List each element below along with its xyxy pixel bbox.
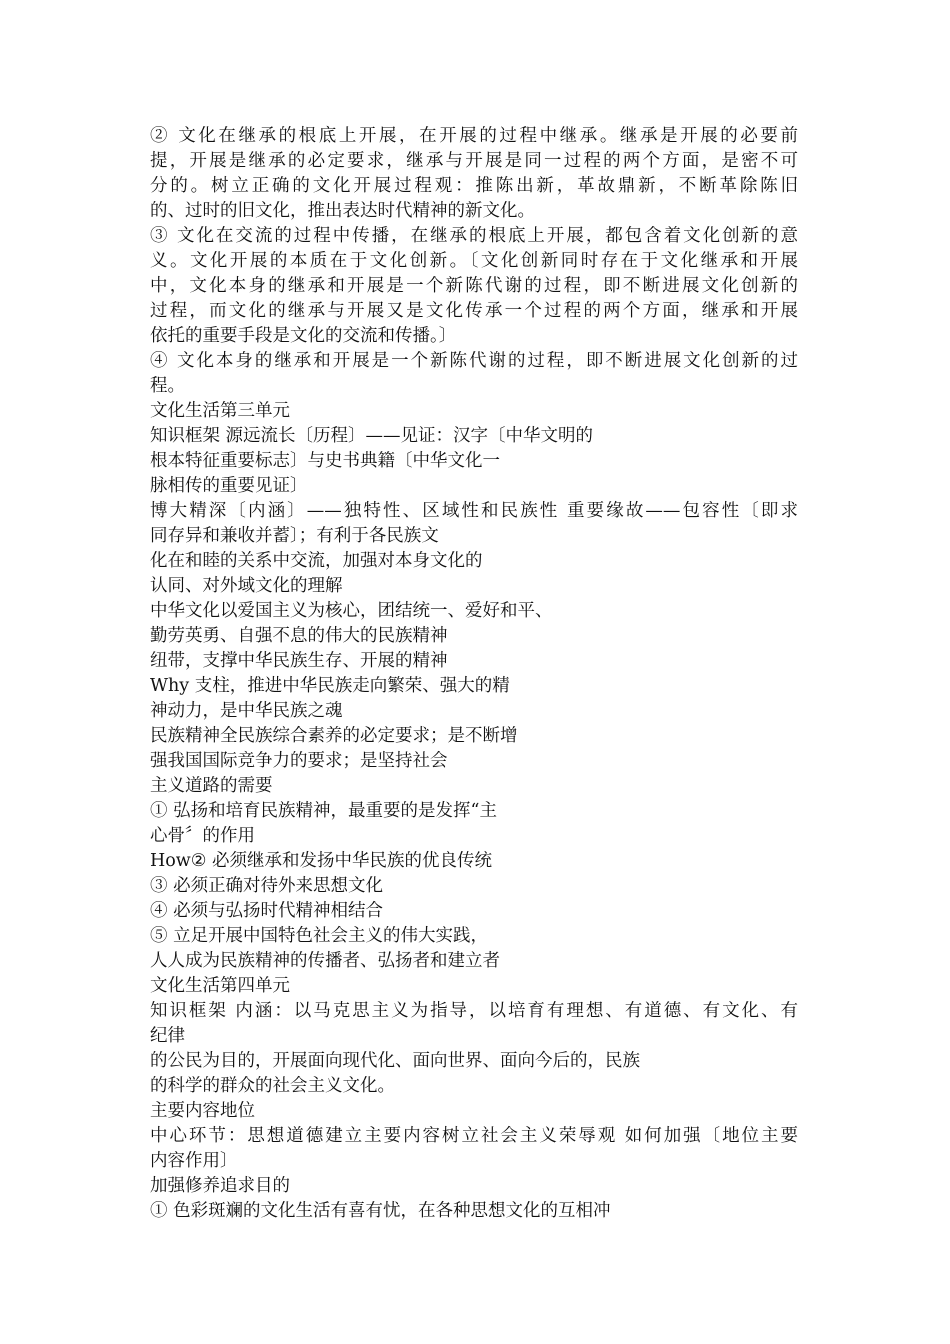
text-line: 人人成为民族精神的传播者、弘扬者和建立者 xyxy=(150,951,500,971)
text-line: 中，文化本身的继承和开展是一个新陈代谢的过程，即不断进展文化创新的 xyxy=(150,276,798,296)
document-body xyxy=(150,124,798,1224)
text-line: 心骨〞的作用 xyxy=(150,826,255,846)
text-line: ② 文化在继承的根底上开展，在开展的过程中继承。继承是开展的必要前 xyxy=(150,126,798,146)
text-line: 依托的重要手段是文化的交流和传播。〕 xyxy=(150,326,457,346)
text-line: 的公民为目的，开展面向现代化、面向世界、面向今后的，民族 xyxy=(150,1051,640,1071)
text-line: 的、过时的旧文化，推出表达时代精神的新文化。 xyxy=(150,201,535,221)
text-line: 脉相传的重要见证〕 xyxy=(150,476,308,496)
text-line: 知识框架 内涵：以马克思主义为指导，以培育有理想、有道德、有文化、有 xyxy=(150,1001,798,1021)
text-line: 加强修养追求目的 xyxy=(150,1176,290,1196)
text-line: 提，开展是继承的必定要求，继承与开展是同一过程的两个方面，是密不可 xyxy=(150,151,798,171)
text-line: 分的。树立正确的文化开展过程观：推陈出新，革故鼎新，不断革除陈旧 xyxy=(150,176,798,196)
text-line: 中心环节：思想道德建立主要内容树立社会主义荣辱观 如何加强〔地位主要 xyxy=(150,1126,798,1146)
text-line: 主要内容地位 xyxy=(150,1101,255,1121)
text-line: 的科学的群众的社会主义文化。 xyxy=(150,1076,395,1096)
text-line: ④ 文化本身的继承和开展是一个新陈代谢的过程，即不断进展文化创新的过 xyxy=(150,351,798,371)
text-line: ③ 文化在交流的过程中传播，在继承的根底上开展，都包含着文化创新的意 xyxy=(150,226,798,246)
text-line: 程。 xyxy=(150,376,185,396)
text-line: 神动力，是中华民族之魂 xyxy=(150,701,343,721)
text-line: 义。文化开展的本质在于文化创新。〔文化创新同时存在于文化继承和开展 xyxy=(150,251,798,271)
text-line: 知识框架 源远流长〔历程〕——见证：汉字〔中华文明的 xyxy=(150,426,594,446)
text-line: 化在和睦的关系中交流，加强对本身文化的 xyxy=(150,551,483,571)
text-line: How② 必须继承和发扬中华民族的优良传统 xyxy=(150,851,493,871)
text-line: 同存异和兼收并蓄〕；有利于各民族文 xyxy=(150,526,439,546)
text-line: 强我国国际竞争力的要求；是坚持社会 xyxy=(150,751,448,771)
text-line: 文化生活第三单元 xyxy=(150,401,290,421)
text-line: 博大精深〔内涵〕——独特性、区域性和民族性 重要缘故——包容性〔即求 xyxy=(150,501,798,521)
text-line: ⑤ 立足开展中国特色社会主义的伟大实践， xyxy=(150,926,489,946)
text-line: 内容作用〕 xyxy=(150,1151,238,1171)
text-line: 纽带，支撑中华民族生存、开展的精神 xyxy=(150,651,448,671)
text-line: 过程，而文化的继承与开展又是文化传承一个过程的两个方面，继承和开展 xyxy=(150,301,798,321)
text-line: 主义道路的需要 xyxy=(150,776,273,796)
text-line: 纪律 xyxy=(150,1026,185,1046)
text-line: ① 弘扬和培育民族精神，最重要的是发挥“主 xyxy=(150,801,498,821)
text-line: 中华文化以爱国主义为核心，团结统一、爱好和平、 xyxy=(150,601,553,621)
text-line: ③ 必须正确对待外来思想文化 xyxy=(150,876,384,896)
text-line: Why 支柱，推进中华民族走向繁荣、强大的精 xyxy=(150,676,510,696)
text-line: 认同、对外域文化的理解 xyxy=(150,576,343,596)
text-line: ① 色彩斑斓的文化生活有喜有忧，在各种思想文化的互相冲 xyxy=(150,1201,611,1221)
text-line: 勤劳英勇、自强不息的伟大的民族精神 xyxy=(150,626,448,646)
text-line: 根本特征重要标志〕与史书典籍〔中华文化一 xyxy=(150,451,500,471)
text-line: 文化生活第四单元 xyxy=(150,976,290,996)
text-line: 民族精神全民族综合素养的必定要求；是不断增 xyxy=(150,726,518,746)
text-line: ④ 必须与弘扬时代精神相结合 xyxy=(150,901,384,921)
